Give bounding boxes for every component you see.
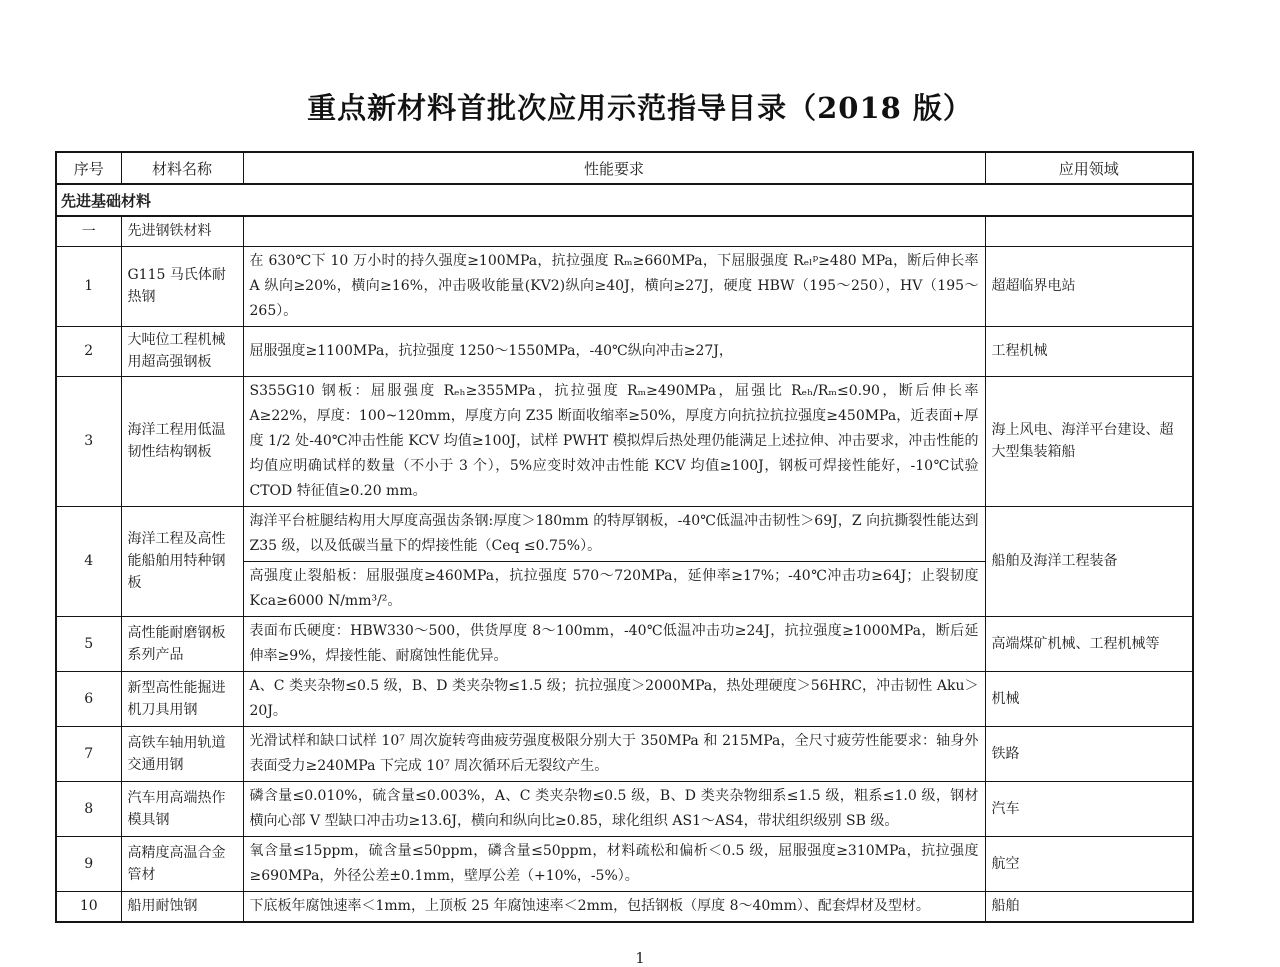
table-row	[56, 781, 1193, 836]
application-cell: 铁路	[985, 726, 1193, 781]
performance-cell-sub2: 高强度止裂船板：屈服强度≥460MPa，抗拉强度 570～720MPa，延伸率≥17%；-40℃冲击功≥64J；止裂韧度 Kca≥6000 N/mm³/²。	[243, 561, 985, 616]
table-row	[56, 326, 1193, 376]
materials-table	[55, 151, 1194, 923]
header-performance: 性能要求	[243, 152, 985, 184]
table-row	[56, 216, 1193, 246]
table-header-row	[56, 152, 1193, 184]
material-name-cell: 新型高性能掘进机刀具用钢	[121, 671, 243, 726]
material-name-cell: 船用耐蚀钢	[121, 891, 243, 922]
application-cell: 工程机械	[985, 326, 1193, 376]
header-no: 序号	[56, 152, 121, 184]
table-row	[56, 246, 1193, 326]
serial-cell: 3	[56, 376, 121, 506]
section-label: 先进基础材料	[56, 184, 1193, 216]
material-name-cell: 高精度高温合金管材	[121, 836, 243, 891]
performance-cell: S355G10 钢板：屈服强度 Rₑₕ≥355MPa，抗拉强度 Rₘ≥490MPa，屈强比 Rₑₕ/Rₘ≤0.90，断后伸长率 A≥22%，厚度：100~120mm，厚度方向 Z35 断面收缩率≥50%，厚度方向抗拉抗拉强度≥450MPa，近表面+厚度 1/2 处-40℃冲击性能 KCV 均值≥100J，试样 PWHT 模拟焊后热处理仍能满足上述拉伸、冲击要求，冲击性能的均值应明确试样的数量（不小于 3 个），5%应变时效冲击性能 KCV 均值≥100J，钢板可焊接性能好，-10℃试验 CTOD 特征值≥0.20 mm。	[243, 376, 985, 506]
performance-cell: 在 630℃下 10 万小时的持久强度≥100MPa，抗拉强度 Rₘ≥660MPa，下屈服强度 Rₑₗᵖ≥480 MPa，断后伸长率 A 纵向≥20%，横向≥16%，冲击吸收能量(KV2)纵向≥40J，横向≥27J，硬度 HBW（195～250），HV（195～265）。	[243, 246, 985, 326]
serial-cell: 1	[56, 246, 121, 326]
performance-cell-sub1: 海洋平台桩腿结构用大厚度高强齿条钢:厚度＞180mm 的特厚钢板，-40℃低温冲击韧性＞69J，Z 向抗撕裂性能达到 Z35 级，以及低碳当量下的焊接性能（Ceq ≤0.75%）。	[243, 506, 985, 561]
material-name-cell: 海洋工程用低温韧性结构钢板	[121, 376, 243, 506]
table-row	[56, 671, 1193, 726]
application-cell: 超超临界电站	[985, 246, 1193, 326]
application-cell: 汽车	[985, 781, 1193, 836]
material-name-cell: 先进钢铁材料	[121, 216, 243, 246]
performance-cell: 下底板年腐蚀速率＜1mm，上顶板 25 年腐蚀速率＜2mm，包括钢板（厚度 8～40mm）、配套焊材及型材。	[243, 891, 985, 922]
performance-cell: A、C 类夹杂物≤0.5 级，B、D 类夹杂物≤1.5 级；抗拉强度＞2000MPa，热处理硬度＞56HRC，冲击韧性 Aku＞20J。	[243, 671, 985, 726]
serial-cell: 9	[56, 836, 121, 891]
serial-cell: 2	[56, 326, 121, 376]
table-row	[56, 891, 1193, 922]
material-name-cell: 高性能耐磨钢板系列产品	[121, 616, 243, 671]
section-row	[56, 184, 1193, 216]
application-cell: 航空	[985, 836, 1193, 891]
application-cell: 机械	[985, 671, 1193, 726]
serial-cell: 6	[56, 671, 121, 726]
header-material: 材料名称	[121, 152, 243, 184]
application-cell: 高端煤矿机械、工程机械等	[985, 616, 1193, 671]
performance-cell: 氧含量≤15ppm，硫含量≤50ppm，磷含量≤50ppm，材料疏松和偏析＜0.5 级，屈服强度≥310MPa，抗拉强度≥690MPa，外径公差±0.1mm，壁厚公差（+10%，-5%）。	[243, 836, 985, 891]
table-row	[56, 616, 1193, 671]
header-application: 应用领域	[985, 152, 1193, 184]
performance-cell: 表面布氏硬度：HBW330～500，供货厚度 8～100mm，-40℃低温冲击功≥24J，抗拉强度≥1000MPa，断后延伸率≥9%，焊接性能、耐腐蚀性能优异。	[243, 616, 985, 671]
serial-cell: 一	[56, 216, 121, 246]
page-number: 1	[635, 948, 645, 967]
serial-cell: 8	[56, 781, 121, 836]
serial-cell: 4	[56, 506, 121, 616]
serial-cell: 10	[56, 891, 121, 922]
performance-cell: 磷含量≤0.010%，硫含量≤0.003%，A、C 类夹杂物≤0.5 级，B、D 类夹杂物细系≤1.5 级，粗系≤1.0 级，钢材横向心部 V 型缺口冲击功≥13.6J，横向和纵向比≥0.85，球化组织 AS1～AS4，带状组织级别 SB 级。	[243, 781, 985, 836]
application-cell: 海上风电、海洋平台建设、超大型集装箱船	[985, 376, 1193, 506]
table-row	[56, 506, 1193, 561]
performance-cell: 光滑试样和缺口试样 10⁷ 周次旋转弯曲疲劳强度极限分别大于 350MPa 和 215MPa，全尺寸疲劳性能要求：轴身外表面受力≥240MPa 下完成 10⁷ 周次循环后无裂纹产生。	[243, 726, 985, 781]
application-cell	[985, 216, 1193, 246]
serial-cell: 5	[56, 616, 121, 671]
material-name-cell: 高铁车轴用轨道交通用钢	[121, 726, 243, 781]
serial-cell: 7	[56, 726, 121, 781]
material-name-cell: G115 马氏体耐热钢	[121, 246, 243, 326]
doc-title: 重点新材料首批次应用示范指导目录（2018 版）	[307, 91, 973, 125]
performance-cell	[243, 216, 985, 246]
application-cell: 船舶及海洋工程装备	[985, 506, 1193, 616]
material-name-cell: 海洋工程及高性能船舶用特种钢板	[121, 506, 243, 616]
material-name-cell: 大吨位工程机械用超高强钢板	[121, 326, 243, 376]
table-row	[56, 376, 1193, 506]
table-row	[56, 726, 1193, 781]
performance-cell: 屈服强度≥1100MPa，抗拉强度 1250～1550MPa，-40℃纵向冲击≥27J，	[243, 326, 985, 376]
material-name-cell: 汽车用高端热作模具钢	[121, 781, 243, 836]
table-row	[56, 836, 1193, 891]
application-cell: 船舶	[985, 891, 1193, 922]
